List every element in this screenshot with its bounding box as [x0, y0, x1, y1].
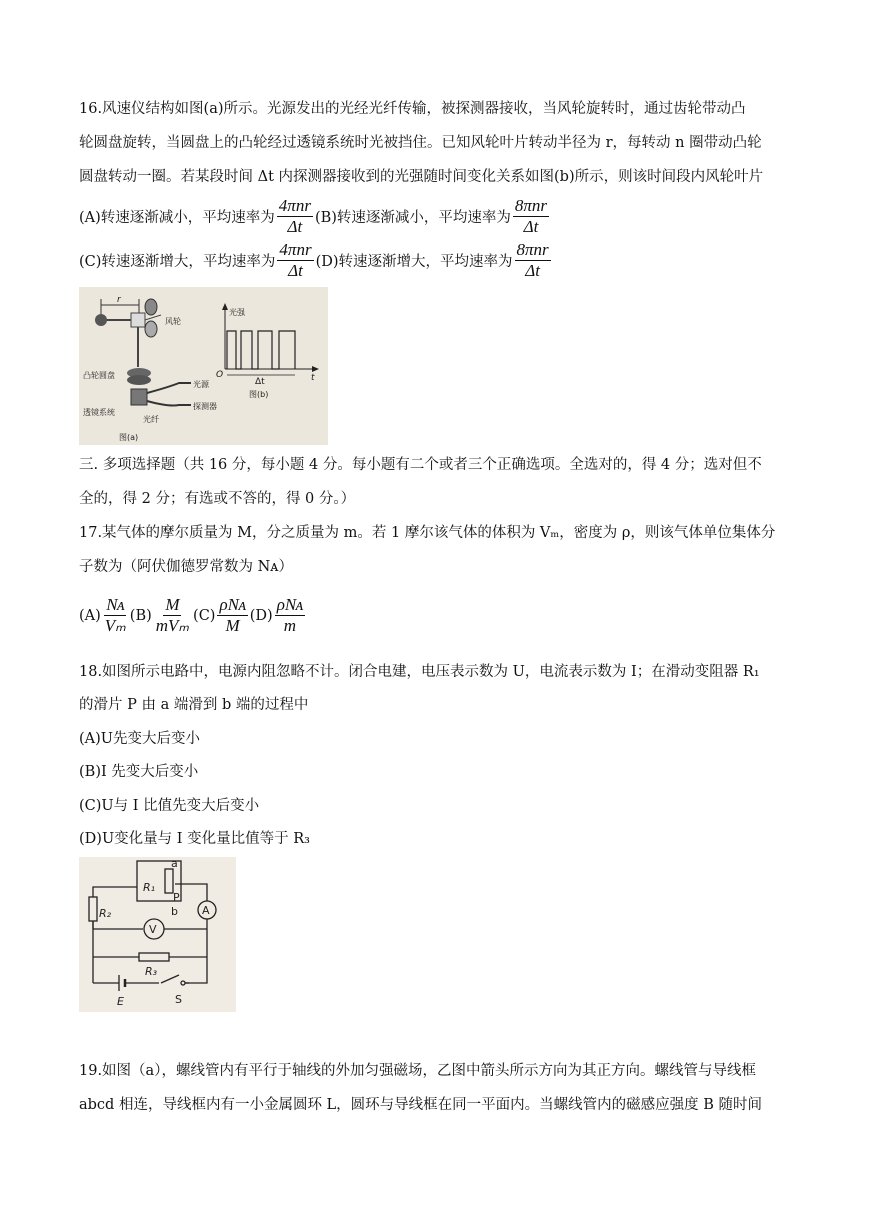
hub — [131, 313, 145, 327]
toujing-label: 透镜系统 — [83, 408, 115, 417]
fraction-denominator: Δt — [287, 217, 303, 236]
q16-line-3: 圆盘转动一圈。若某段时间 Δt 内探测器接收到的光强随时间变化关系如图(b)所示，则该时间段内风轮叶片 — [79, 169, 764, 185]
fraction-numerator: 4πnr — [279, 240, 312, 259]
r-label: r — [117, 295, 121, 305]
q16-option-d: (D)转速逐渐增大，平均速率为 — [315, 254, 513, 270]
r1-resistor — [165, 869, 173, 893]
q16-figure — [79, 287, 328, 445]
fraction-denominator: Δt — [288, 261, 303, 280]
tanceqi-label: 探测器 — [193, 402, 217, 411]
fenglun-label: 风轮 — [165, 317, 181, 326]
q18-line-2: 的滑片 P 由 a 端滑到 b 端的过程中 — [79, 697, 309, 713]
fraction-denominator: M — [225, 616, 240, 635]
q16-option-c: (C)转速逐渐增大，平均速率为 — [79, 254, 276, 270]
guangxian-label: 光纤 — [143, 415, 159, 424]
battery-e-label: E — [117, 995, 124, 1008]
q18-line-1: 18.如图所示电路中，电源内阻忽略不计。闭合电建，电压表示数为 U，电流表示数为 I；在滑动变阻器 R₁ — [79, 664, 760, 680]
fraction-numerator: 8πnr — [516, 240, 549, 259]
caption-b: 图(b) — [249, 390, 269, 399]
q16-option-d-fraction — [515, 240, 551, 281]
q16-line-2: 轮圆盘旋转，当圆盘上的凸轮经过透镜系统时光被挡住。已知风轮叶片转动半径为 r，每转动 n 圈带动凸轮 — [79, 135, 762, 151]
q16-line-1: 16.风速仪结构如图(a)所示。光源发出的光经光纤传输，被探测器接收，当风轮旋转时，通过齿轮带动凸 — [79, 101, 746, 117]
r1-label: R₁ — [143, 881, 156, 894]
dt-label: Δt — [255, 377, 265, 387]
q18-circuit-figure — [79, 857, 236, 1012]
q18-option-c: (C)U与 I 比值先变大后变小 — [79, 798, 260, 814]
t-label: t — [311, 373, 315, 383]
cup-bottom — [145, 321, 157, 337]
q17-option-c-label: (C) — [193, 607, 216, 624]
q19-line-1: 19.如图（a），螺线管内有平行于轴线的外加匀强磁场，乙图中箭头所示方向为其正方向。螺线管与导线框 — [79, 1063, 756, 1079]
guangyuan-label: 光源 — [193, 380, 209, 389]
voltmeter-label: V — [149, 923, 157, 936]
r3-resistor — [139, 953, 169, 961]
fraction-numerator: Nᴀ — [106, 595, 125, 614]
cup-top — [145, 299, 157, 315]
origin-label: O — [216, 370, 224, 380]
q17-option-a-fraction — [103, 595, 128, 636]
q17-line-2: 子数为（阿伏伽德罗常数为 Nᴀ） — [79, 559, 293, 575]
q16-option-c-fraction — [277, 240, 313, 281]
lens-system — [131, 389, 147, 405]
slider-p-label: P — [173, 891, 180, 904]
ammeter-label: A — [202, 904, 210, 917]
q17-option-b-label: (B) — [129, 607, 152, 624]
fraction-numerator: 4πnr — [278, 196, 311, 215]
q16-options-row-1 — [79, 196, 551, 237]
anemometer-diagram — [79, 287, 328, 445]
fraction-denominator: Δt — [525, 261, 540, 280]
circuit-diagram — [79, 857, 236, 1012]
r2-label: R₂ — [99, 907, 112, 920]
section3-line-1: 三. 多项选择题（共 16 分，每小题 4 分。每小题有二个或者三个正确选项。全选对的，得 4 分；选对但不 — [79, 457, 762, 473]
q17-option-b-fraction — [154, 595, 191, 636]
caption-a: 图(a) — [119, 433, 139, 442]
q16-options-row-2 — [79, 240, 553, 281]
q18-option-b: (B)I 先变大后变小 — [79, 764, 199, 780]
switch-s-label: S — [175, 993, 182, 1006]
fraction-denominator: m — [283, 616, 296, 635]
q16-option-a-fraction — [277, 196, 313, 237]
q18-option-a: (A)U先变大后变小 — [79, 731, 201, 747]
q16-option-b-fraction — [513, 196, 549, 237]
q17-option-d-label: (D) — [249, 607, 273, 624]
guangqiang-label: 光强 — [229, 308, 245, 317]
section3-line-2: 全的，得 2 分；有选或不答的，得 0 分。） — [79, 491, 356, 507]
q18-option-d: (D)U变化量与 I 变化量比值等于 R₃ — [79, 831, 310, 847]
terminal-b-label: b — [171, 905, 178, 918]
terminal-a-label: a — [171, 857, 178, 870]
q19-line-2: abcd 相连，导线框内有一小金属圆环 L，圆环与导线框在同一平面内。当螺线管内的磁感应强度 B 随时间 — [79, 1097, 763, 1113]
r3-label: R₃ — [145, 965, 158, 978]
fraction-denominator: Vₘ — [104, 616, 126, 635]
cup-left — [95, 314, 107, 326]
fraction-numerator: M — [165, 595, 180, 614]
r2-resistor — [89, 897, 97, 921]
fraction-denominator: mVₘ — [155, 616, 190, 635]
q17-option-c-fraction — [217, 595, 247, 636]
tulun-label: 凸轮圆盘 — [83, 371, 115, 380]
fraction-numerator: ρNᴀ — [276, 595, 303, 614]
fraction-numerator: 8πnr — [514, 196, 548, 215]
q17-option-d-fraction — [275, 595, 305, 636]
q17-line-1: 17.某气体的摩尔质量为 M，分之质量为 m。若 1 摩尔该气体的体积为 Vₘ，密度为 ρ，则该气体单位集体分 — [79, 525, 776, 541]
q16-option-b: (B)转速逐渐减小，平均速率为 — [314, 210, 511, 226]
figure-background — [79, 287, 328, 445]
q17-option-a-label: (A) — [79, 607, 101, 624]
q17-options-row — [79, 595, 307, 636]
fraction-denominator: Δt — [523, 217, 539, 236]
q16-option-a: (A)转速逐渐减小，平均速率为 — [79, 210, 275, 226]
fraction-numerator: ρNᴀ — [219, 595, 246, 614]
